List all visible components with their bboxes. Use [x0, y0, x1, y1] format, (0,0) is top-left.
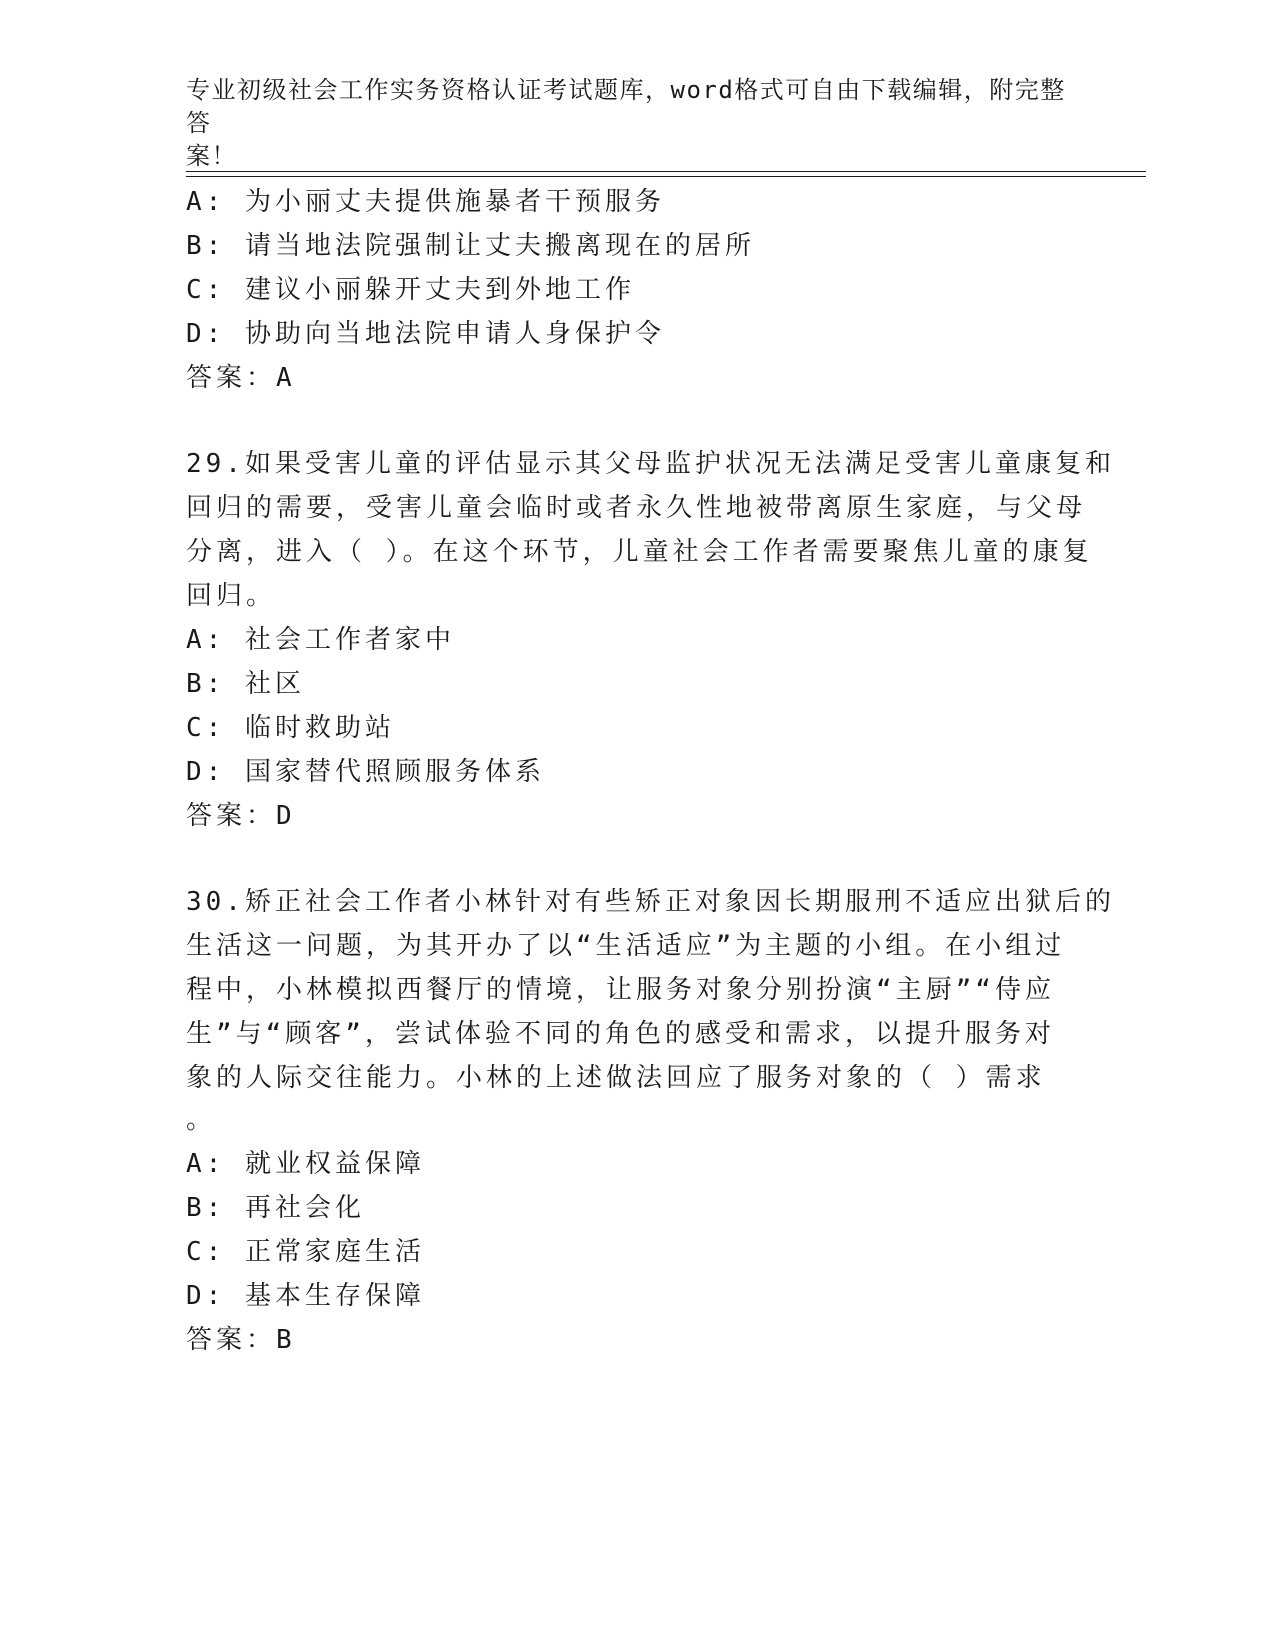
q30-stem-line-5: 象的人际交往能力。小林的上述做法回应了服务对象的（ ）需求 — [186, 1063, 1046, 1093]
q28-option-c: C: 建议小丽躲开丈夫到外地工作 — [186, 275, 635, 305]
q29-answer: 答案：D — [186, 801, 296, 831]
q30-option-d: D: 基本生存保障 — [186, 1281, 425, 1311]
q29-option-d: D: 国家替代照顾服务体系 — [186, 757, 545, 787]
header-title — [186, 74, 1066, 173]
q29-option-c: C: 临时救助站 — [186, 713, 395, 743]
q28-option-d: D: 协助向当地法院申请人身保护令 — [186, 319, 665, 349]
q30-stem-line-1: 30.矫正社会工作者小林针对有些矫正对象因长期服刑不适应出狱后的 — [186, 887, 1115, 917]
q29-stem-line-2: 回归的需要，受害儿童会临时或者永久性地被带离原生家庭，与父母 — [186, 493, 1087, 523]
header-title-line-1: 专业初级社会工作实务资格认证考试题库，word格式可自由下载编辑，附完整答 — [186, 76, 1066, 137]
q28-answer: 答案：A — [186, 363, 296, 393]
header-divider-top — [186, 171, 1146, 172]
q29-stem-line-3: 分离，进入（ ）。在这个环节，儿童社会工作者需要聚焦儿童的康复 — [186, 537, 1093, 567]
q30-stem-line-3: 程中，小林模拟西餐厅的情境，让服务对象分别扮演“主厨”“侍应 — [186, 975, 1055, 1005]
q30-stem-line-4: 生”与“顾客”，尝试体验不同的角色的感受和需求，以提升服务对 — [186, 1019, 1055, 1049]
header-title-line-2: 案！ — [186, 142, 237, 170]
q30-stem-line-6: 。 — [186, 1105, 217, 1135]
q30-option-a: A: 就业权益保障 — [186, 1149, 425, 1179]
q29-option-a: A: 社会工作者家中 — [186, 625, 455, 655]
q30-answer: 答案：B — [186, 1325, 296, 1355]
q29-stem-line-4: 回归。 — [186, 581, 277, 611]
q29-option-b: B: 社区 — [186, 669, 305, 699]
header-divider-bottom — [186, 176, 1146, 177]
q28-option-a: A: 为小丽丈夫提供施暴者干预服务 — [186, 187, 665, 217]
q30-option-b: B: 再社会化 — [186, 1193, 365, 1223]
q29-stem-line-1: 29.如果受害儿童的评估显示其父母监护状况无法满足受害儿童康复和 — [186, 449, 1115, 479]
q30-stem-line-2: 生活这一问题，为其开办了以“生活适应”为主题的小组。在小组过 — [186, 931, 1066, 961]
q30-option-c: C: 正常家庭生活 — [186, 1237, 425, 1267]
q28-option-b: B: 请当地法院强制让丈夫搬离现在的居所 — [186, 231, 755, 261]
